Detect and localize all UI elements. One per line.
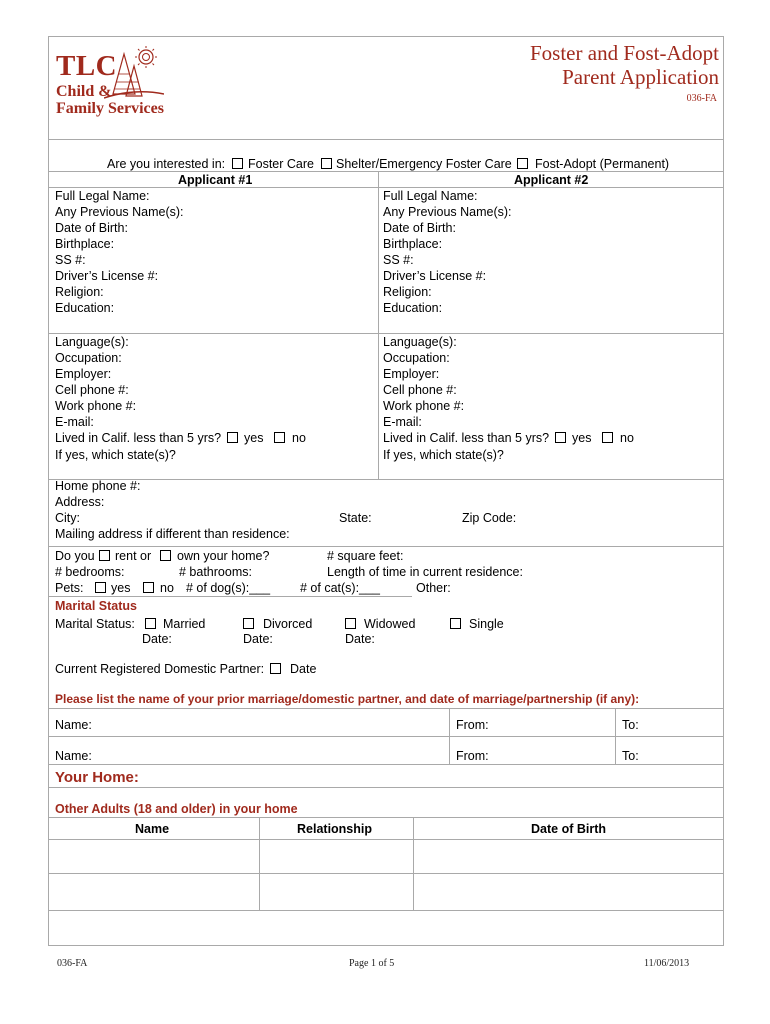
tree-icon: [104, 44, 164, 100]
divorced-label: Divorced: [263, 617, 313, 631]
previous-names-label: Any Previous Name(s):: [383, 205, 512, 219]
lived-calif-label: Lived in Calif. less than 5 yrs?: [383, 431, 550, 445]
divider: [48, 187, 724, 188]
employer-label: Employer:: [55, 367, 112, 381]
your-home-title: Your Home:: [55, 769, 139, 786]
occupation-label: Occupation:: [55, 351, 122, 365]
pets-yes-label: yes: [111, 581, 131, 595]
divider: [48, 333, 724, 334]
other-pets-label: Other:: [416, 581, 451, 595]
previous-names-label: Any Previous Name(s):: [55, 205, 184, 219]
interest-prompt: Are you interested in:: [107, 157, 226, 171]
col-name-header: Name: [135, 822, 170, 836]
yes-label: yes: [244, 431, 264, 445]
divorced-checkbox[interactable]: [243, 618, 254, 629]
which-states-label: If yes, which state(s)?: [55, 448, 176, 462]
cell-phone-label: Cell phone #:: [55, 383, 129, 397]
logo-tlc: TLC: [56, 50, 118, 82]
form-title-line1: Foster and Fost-Adopt: [530, 41, 719, 65]
lived-calif-yes-checkbox[interactable]: [555, 432, 566, 443]
cell-phone-label: Cell phone #:: [383, 383, 457, 397]
religion-label: Religion:: [383, 285, 432, 299]
no-label: no: [620, 431, 634, 445]
education-label: Education:: [55, 301, 115, 315]
footer-date: 11/06/2013: [644, 958, 690, 969]
length-time-label: Length of time in current residence:: [327, 565, 523, 579]
prior-to-label: To:: [622, 718, 639, 732]
email-label: E-mail:: [55, 415, 94, 429]
work-phone-label: Work phone #:: [383, 399, 465, 413]
which-states-label: If yes, which state(s)?: [383, 448, 504, 462]
yes-label: yes: [572, 431, 592, 445]
fost-adopt-checkbox[interactable]: [517, 158, 528, 169]
applicant1-header: Applicant #1: [178, 173, 253, 187]
work-phone-label: Work phone #:: [55, 399, 137, 413]
home-phone-label: Home phone #:: [55, 479, 141, 493]
other-adults-title: Other Adults (18 and older) in your home: [55, 802, 298, 816]
divider: [48, 764, 724, 765]
marital-status-label: Marital Status:: [55, 617, 135, 631]
pets-no-label: no: [160, 581, 174, 595]
shelter-label: Shelter/Emergency Foster Care: [336, 157, 512, 171]
widowed-checkbox[interactable]: [345, 618, 356, 629]
employer-label: Employer:: [383, 367, 440, 381]
prior-from-label: From:: [456, 749, 489, 763]
no-label: no: [292, 431, 306, 445]
prior-to-label: To:: [622, 749, 639, 763]
dob-label: Date of Birth:: [55, 221, 128, 235]
full-legal-name-label: Full Legal Name:: [55, 189, 150, 203]
foster-care-label: Foster Care: [248, 157, 314, 171]
own-checkbox[interactable]: [160, 550, 171, 561]
pets-no-checkbox[interactable]: [143, 582, 154, 593]
domestic-partner-label: Current Registered Domestic Partner:: [55, 662, 265, 676]
pets-yes-checkbox[interactable]: [95, 582, 106, 593]
prior-from-label: From:: [456, 718, 489, 732]
shelter-checkbox[interactable]: [321, 158, 332, 169]
divider: [48, 479, 724, 480]
zip-label: Zip Code:: [462, 511, 517, 525]
mailing-address-label: Mailing address if different than residence:: [55, 527, 290, 541]
rent-label: rent or: [115, 549, 152, 563]
drivers-license-label: Driver’s License #:: [383, 269, 487, 283]
ss-label: SS #:: [383, 253, 414, 267]
prior-marriage-title: Please list the name of your prior marriage/domestic partner, and date of marriage/partnership (if any):: [55, 692, 640, 706]
widowed-date-label: Date:: [345, 632, 375, 646]
applicant2-header: Applicant #2: [514, 173, 589, 187]
bedrooms-label: # bedrooms:: [55, 565, 125, 579]
single-label: Single: [469, 617, 504, 631]
language-label: Language(s):: [55, 335, 129, 349]
lived-calif-no-checkbox[interactable]: [602, 432, 613, 443]
divorced-date-label: Date:: [243, 632, 273, 646]
state-label: State:: [339, 511, 372, 525]
dogs-label: # of dog(s):___: [186, 581, 271, 595]
city-label: City:: [55, 511, 80, 525]
divider: [48, 817, 724, 818]
col-dob-header: Date of Birth: [531, 822, 606, 836]
lived-calif-no-checkbox[interactable]: [274, 432, 285, 443]
fost-adopt-label: Fost-Adopt (Permanent): [535, 157, 670, 171]
logo-line2: Family Services: [56, 100, 164, 117]
own-label: own your home?: [177, 549, 270, 563]
widowed-label: Widowed: [364, 617, 416, 631]
divider: [48, 546, 724, 547]
footer-page: Page 1 of 5: [349, 958, 395, 969]
birthplace-label: Birthplace:: [55, 237, 115, 251]
cats-label: # of cat(s):___: [300, 581, 380, 595]
bathrooms-label: # bathrooms:: [179, 565, 252, 579]
education-label: Education:: [383, 301, 443, 315]
email-label: E-mail:: [383, 415, 422, 429]
drivers-license-label: Driver’s License #:: [55, 269, 159, 283]
language-label: Language(s):: [383, 335, 457, 349]
applicant-column-divider: [378, 171, 379, 480]
lived-calif-yes-checkbox[interactable]: [227, 432, 238, 443]
married-label: Married: [163, 617, 206, 631]
ss-label: SS #:: [55, 253, 86, 267]
address-label: Address:: [55, 495, 105, 509]
form-code: 036-FA: [686, 93, 717, 104]
occupation-label: Occupation:: [383, 351, 450, 365]
marital-section-title: Marital Status: [55, 599, 137, 613]
table-row[interactable]: [49, 874, 723, 910]
domestic-partner-date-label: Date: [290, 662, 317, 676]
table-row[interactable]: [49, 840, 723, 873]
footer-code: 036-FA: [57, 958, 88, 969]
divider: [48, 596, 412, 597]
divider: [48, 910, 724, 911]
square-feet-label: # square feet:: [327, 549, 404, 563]
col-relationship-header: Relationship: [297, 822, 373, 836]
married-date-label: Date:: [142, 632, 172, 646]
rent-checkbox[interactable]: [99, 550, 110, 561]
full-legal-name-label: Full Legal Name:: [383, 189, 478, 203]
birthplace-label: Birthplace:: [383, 237, 443, 251]
do-you-label: Do you: [55, 549, 95, 563]
header-divider: [48, 139, 724, 140]
pets-label: Pets:: [55, 581, 84, 595]
divider: [48, 171, 724, 172]
prior-name-label: Name:: [55, 718, 92, 732]
lived-calif-label: Lived in Calif. less than 5 yrs?: [55, 431, 222, 445]
domestic-partner-checkbox[interactable]: [270, 663, 281, 674]
divider: [48, 787, 724, 788]
form-title-line2: Parent Application: [562, 65, 719, 89]
dob-label: Date of Birth:: [383, 221, 456, 235]
married-checkbox[interactable]: [145, 618, 156, 629]
prior-name-label: Name:: [55, 749, 92, 763]
foster-care-checkbox[interactable]: [232, 158, 243, 169]
logo-line1: Child &: [56, 83, 112, 100]
single-checkbox[interactable]: [450, 618, 461, 629]
religion-label: Religion:: [55, 285, 104, 299]
divider: [48, 736, 724, 737]
divider: [48, 708, 724, 709]
